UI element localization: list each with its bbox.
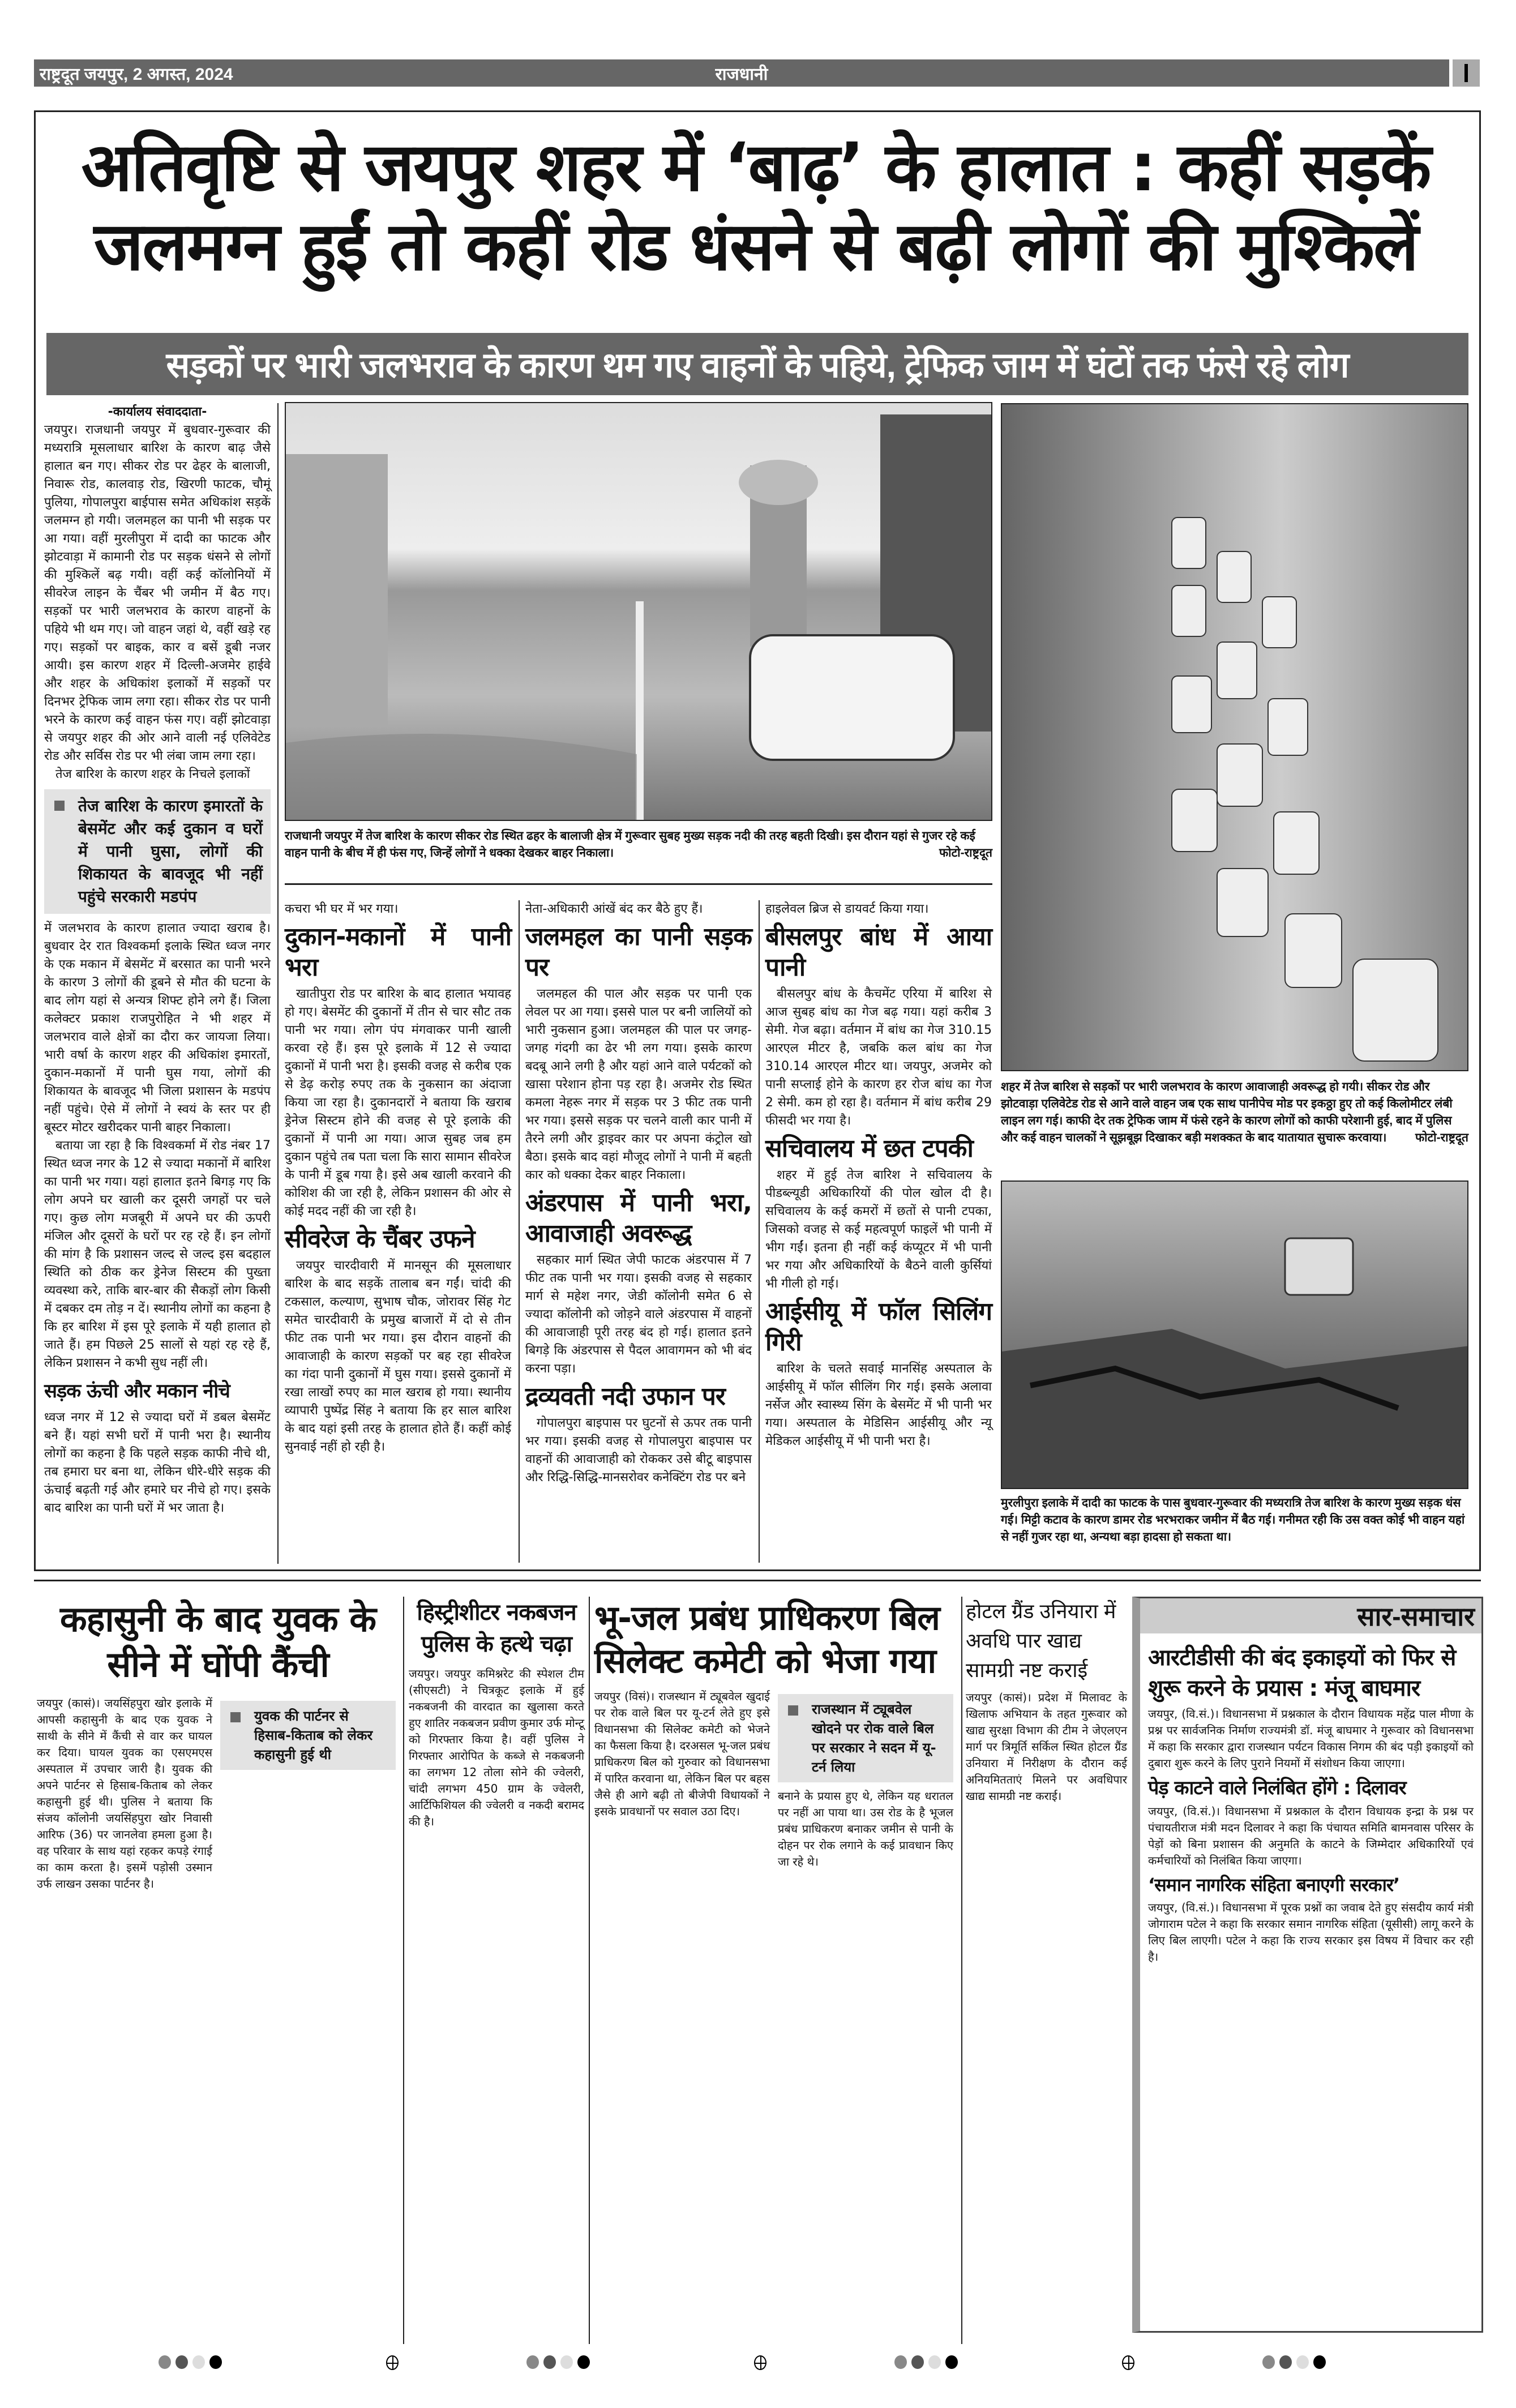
section-3-heading: बीसलपुर बांध में आया पानी [765, 922, 992, 982]
col1-subheading: सड़क ऊंची और मकान नीचे [44, 1380, 230, 1402]
column-rule [403, 1597, 404, 2344]
story1-pull-quote: युवक की पार्टनर से हिसाब-किताब को लेकर कहासुनी हुई थी [220, 1701, 396, 1770]
story1-body: जयपुर (कासं)। जयसिंहपुरा खोर इलाके में आपसी कहासुनी के बाद एक युवक ने साथी के सीने में कैंची से वार कर घायल कर दिया। घायल युवक का एसएमएस अस्पताल में उपचार जारी है। युवक की अपने पार्टनर से हिसाब-किताब को लेकर कहासुनी हुई थी। पुलिस ने बताया कि संजय कॉलोनी जयसिंहपुरा खोर निवासी आरिफ (36) पर जानलेवा हमला हुआ है। वह परिवार के साथ यहां रहकर कपड़े रंगाई का काम करता है। इसमें पड़ोसी उस्मान उर्फ लाखन उसका पार्टनर है। [37, 1696, 212, 1891]
brief3-body: जयपुर, (वि.सं.)। विधानसभा में पूरक प्रश्नों का जवाब देते हुए संसदीय कार्य मंत्री जोगाराम पटेल ने कहा कि सरकार समान नागरिक संहिता (यूसीसी) लागू करने के लिए बिल लाएगी। पटेल ने कहा कि राज्य सरकार इस विषय में विचार कर रही है। [1148, 1901, 1474, 1964]
story3-pull-quote: राजस्थान में ट्यूबवेल खोदने पर रोक वाले बिल पर सरकार ने सदन में यू-टर्न लिया [778, 1694, 953, 1782]
column-rule [519, 900, 520, 1563]
lead-headline [45, 127, 1466, 286]
sub-column-1 [285, 900, 511, 1456]
story1-headline: कहासुनी के बाद युवक के सीने में घोंपी कैंची [60, 1598, 376, 1685]
flooded-road-photo [285, 402, 992, 821]
page-number-tab [1453, 59, 1480, 87]
section-2-subheading: अंडरपास में पानी भरा, आवाजाही अवरूद्ध [525, 1188, 752, 1248]
story-history-sheeter [409, 1597, 584, 1830]
lead-intro: जयपुर। राजधानी जयपुर में बुधवार-गुरूवार की मध्यरात्रि मूसलाधार बारिश के कारण बाढ़ जैसे हालात बन गए। सीकर रोड पर ढेहर के बालाजी, निवारू रोड, कालवाड़ रोड, खिरणी फाटक, चौमूं पुलिया, गोपालपुरा बाईपास समेत अधिकांश सड़कें जलमग्न हो गयी। जलमहल का पानी भी सड़क पर आ गया। वहीं मुरलीपुरा में दादी का फाटक और झोटवाड़ा में कामानी रोड पर सड़क धंसने से लोगों की मुश्किलें बढ़ गयी। वहीं कई कॉलोनियों में सीवरेज लाइन के चैंबर भी जमीन में बैठ गए। सड़कों पर भारी जलभराव के कारण वाहनों के पहिये भी थम गए। जो वाहन जहां थे, वहीं खड़े रह गए। सड़कों पर बाइक, कार व बसें डूबी नजर आयी। इस कारण शहर में दिल्ली-अजमेर हाईवे और शहर के अधिकांश इलाकों में सड़कों पर दिनभर ट्रेफिक जाम लगा रहा। सीकर रोड पर पानी भरने के कारण कई वाहन फंस गए। वहीं झोटवाड़ा से जयपुर शहर की ओर आने वाली नई एलिवेटेड रोड और सर्विस रोड पर भी लंबा जाम लगा रहा। [44, 423, 271, 763]
registration-crosshair-icon [754, 2355, 766, 2370]
sub-column-3 [765, 900, 992, 1451]
section-3-subheading: सचिवालय में छत टपकी [765, 1134, 973, 1163]
section-1-subheading: सीवरेज के चैंबर उफने [285, 1225, 475, 1254]
section-2-heading: जलमहल का पानी सड़क पर [525, 922, 752, 982]
page-marker-icon [1464, 64, 1468, 82]
road-photo-graphic [1002, 1182, 1468, 1489]
main-photo-credit: फोटो-राष्ट्रदूत [939, 846, 992, 859]
col1-para2: बताया जा रहा है कि विश्वकर्मा में रोड नंबर 17 स्थित ध्वज नगर के 12 से ज्यादा मकानों में बारिश का पानी भर गया। यहां हालात इतने बिगड़ गए कि लोग अपने घर खाली कर दूसरी जगहों पर चले गए। कुछ लोग मजबूरी में अपने घर की ऊपरी मंजिल और दूसरों के घरों पर रह रहे हैं। इन लोगों की मांग है कि प्रशासन जल्द से जल्द इस बदहाल स्थिति को ठीक कर ड्रेनेज सिस्टम की पुख्ता व्यवस्था करे, ताकि बार-बार की सैकड़ों लोग किसी में दबकर दम तोड़ न दें। स्थानीय लोगों का कहना है कि हर बारिश में इस पूरे इलाके में यही हालात हो जाते हैं। हम पिछले 25 सालों से यहां रह रहे हैं, लेकिन प्रशासन ने कभी सुध नहीं ली। [44, 1139, 271, 1370]
column-rule [759, 900, 760, 1563]
sub-column-2 [525, 900, 752, 1487]
section-2-body: जलमहल की पाल और सड़क पर पानी एक लेवल पर आ गया। इससे पाल पर बनी जालियों को भारी नुकसान हुआ। जलमहल की पाल पर जगह-जगह गंदगी का ढेर भी लग गया। इसके कारण बदबू आने लगी है और यहां आने वाले पर्यटकों को खासा परेशान होना पड़ रहा है। अजमेर रोड स्थित कमला नेहरू नगर में सड़क पर 3 फीट तक पानी भर गया। इससे सड़क पर चलने वाली कार पानी में तैरने लगी और ड्राइवर कार पर अपना कंट्रोल खो बैठा। इसके बाद वहां मौजूद लोगों ने पानी में बहती कार को धक्का देकर बाहर निकाला। [525, 987, 752, 1182]
story3-headline: भू-जल प्रबंध प्राधिकरण बिल सिलेक्ट कमेटी को भेजा गया [594, 1598, 940, 1681]
registration-crosshair-icon [1122, 2355, 1134, 2370]
section-name: राजधानी [715, 65, 768, 84]
story-scissors-attack [37, 1597, 399, 1892]
section-2-subbody: सहकार मार्ग स्थित जेपी फाटक अंडरपास में 7 फीट तक पानी भर गया। इसकी वजह से सहकार मार्ग से महेश नगर, जेडी कॉलोनी समेत 6 से ज्यादा कॉलोनी को जोड़ने वाले अंडरपास में वाहनों की आवाजाही पूरी तरह बंद हो गई। हालात इतने बिगड़े कि अंडरपास से पैदल आवागमन को भी बंद करना पड़ा। [525, 1253, 752, 1376]
brief3-headline: ‘समान नागरिक संहिता बनाएगी सरकार’ [1148, 1874, 1400, 1896]
caption-rule [285, 883, 992, 885]
section-1-heading: दुकान-मकानों में पानी भरा [285, 922, 511, 982]
story3-body-2: बनाने के प्रयास हुए थे, लेकिन यह धरातल पर नहीं आ पाया था। उस रोड के है भूजल प्रबंध प्राधिकरण बनाकर जमीन से पानी के दोहन पर रोक लगाने के कई प्रावधान किए जा रहे थे। [778, 1789, 953, 1868]
traffic-caption-text: शहर में तेज बारिश से सड़कों पर भारी जलभराव के कारण आवाजाही अवरूद्ध हो गयी। सीकर रोड और झोटवाड़ा एलिवेटेड रोड से आने वाले वाहन जब एक साथ पानीपेच मोड पर इकठ्ठा हुए तो कई किलोमीटर लंबी लाइन लग गई। काफी देर तक ट्रेफिक जाम में फंसे रहने के कारण लोगों को काफी परेशानी हुई, बाद में पुलिस और कई वाहन चालकों ने सूझबूझ दिखाकर बड़ी मशक्कत के बाद यातायात सुचारू करवाया। [1001, 1080, 1453, 1144]
lead-column-1 [44, 403, 271, 1517]
section-3-subheading-2: आईसीयू में फॉल सिलिंग गिरी [765, 1297, 992, 1357]
headline-line-1: अतिवृष्टि से जयपुर शहर में ‘बाढ़’ के हालात : कहीं सड़कें [81, 128, 1431, 206]
col1-para3: ध्वज नगर में 12 से ज्यादा घरों में डबल बेसमेंट बने हैं। यहां सभी घरों में पानी भरा है। स्थानीय लोगों का कहना है कि पहले सड़क काफी नीचे थी, तब हमारा घर बना था, लेकिन धीरे-धीरे सड़क की ऊंचाई बढ़ती गई और हमारे घर नीचे हो गए। इसके बाद बारिश का पानी घरों में भर जाता है। [44, 1410, 271, 1515]
traffic-photo-graphic [1002, 404, 1468, 1071]
flood-photo-graphic [286, 403, 992, 821]
column-rule [589, 1597, 590, 2344]
section-2-subheading-2: द्रव्यवती नदी उफान पर [525, 1382, 725, 1411]
brief2-headline: पेड़ काटने वाले निलंबित होंगे : दिलावर [1148, 1777, 1406, 1799]
story2-body: जयपुर। जयपुर कमिश्नरेट की स्पेशल टीम (सीएसटी) ने चित्रकूट इलाके में हुई नकबजनी की वारदात का खुलासा करते हुए शातिर नकबजन प्रवीण कुमार उर्फ मोन्टू को गिरफ्तार किया है। वहीं पुलिस ने गिरफ्तार आरोपित के कब्जे से नकबजनी का लगभग 12 तोला सोने की ज्वेलरी, चांदी लगभग 450 ग्राम के ज्वेलरी, आर्टिफिशियल की ज्वेलरी व नकदी बरामद की है। [409, 1667, 584, 1828]
main-caption-text: राजधानी जयपुर में तेज बारिश के कारण सीकर रोड स्थित ढहर के बालाजी क्षेत्र में गुरूवार सुबह मुख्य सड़क नदी की तरह बहती दिखी। इस दौरान यहां से गुजर रहे कई वाहन पानी के बीच में ही फंस गए, जिन्हें लोगों ने धक्का देखकर बाहर निकाला। [285, 829, 975, 859]
section-1-lead-in: कचरा भी घर में भर गया। [285, 902, 399, 916]
byline: -कार्यालय संवाददाता- [108, 405, 207, 419]
story3-body: जयपुर (विसं)। राजस्थान में ट्यूबवेल खुदाई पर रोक वाले बिल पर यू-टर्न लेते हुए इसे विधानसभा की सिलेक्ट कमेटी को भेजने का फैसला किया है। दरअसल भू-जल प्रबंध प्राधिकरण बिल को गुरुवार को विधानसभा में पारित करवाना था, लेकिन बिल पर बहस जैसे ही आगे बढ़ी तो बीजेपी विधायकों ने इसके प्रावधानों पर सवाल उठा दिए। [594, 1690, 770, 1818]
section-1-subbody: जयपुर चारदीवारी में मानसून की मूसलाधार बारिश के बाद सड़कें तालाब बन गईं। चांदी की टकसाल, कल्याण, सुभाष चौक, जोरावर सिंह गेट समेत चारदीवारी के प्रमुख बाजारों में दो से तीन फीट तक पानी भर गया। इस दौरान वाहनों की आवाजाही के कारण सड़कों पर बह रहा सीवरेज का गंदा पानी दुकानों में घुस गया। इससे दुकानों में रखा लाखों रुपए का माल खराब हो गया। स्थानीय व्यापारी पुष्पेंद्र सिंह ने बताया कि हर साल बारिश के बाद यहां इसी तरह के हालात होते हैं। कहीं कोई सुनवाई नहीं हो रही है। [285, 1259, 511, 1454]
main-photo-caption [285, 828, 992, 862]
color-registration-dots [894, 2355, 958, 2369]
section-3-body: बीसलपुर बांध के कैचमेंट एरिया में बारिश से आज सुबह बांध का गेज बढ़ गया। यहां करीब 3 सेमी. गेज बढ़ा। वर्तमान में बांध का गेज 310.15 आरएल मीटर है, जबकि कल बांध का गेज 310.14 आरएल मीटर था। जयपुर, अजमेर को पानी सप्लाई होने के कारण हर रोज बांध का गेज 2 सेमी. कम हो रहा है। वर्तमान में बांध करीब 29 फीसदी भर गया है। [765, 987, 992, 1128]
brief1-body: जयपुर, (वि.सं.)। विधानसभा में प्रश्नकाल के दौरान विधायक महेंद्र पाल मीणा के प्रश्न पर सार्वजनिक निर्माण राज्यमंत्री डॉ. मंजू बाघमार ने गुरूवार को विधानसभा में कहा कि सरकार द्वारा राजस्थान पर्यटन विकास निगम की बंद पड़ी इकाइयों को दुबारा शुरू करने के लिए पुराने नियमों में संशोधन किया जाएगा। [1148, 1707, 1474, 1770]
color-registration-dots [159, 2355, 222, 2369]
section-2-subbody-2: गोपालपुरा बाइपास पर घुटनों से ऊपर तक पानी भर गया। इसकी वजह से गोपालपुरा बाइपास पर वाहनों की आवाजाही को रोककर उसे बीटू बाइपास और रिद्धि-सिद्धि-मानसरोवर कनेक्टिंग रोड पर बने [525, 1416, 752, 1485]
registration-crosshair-icon [386, 2355, 399, 2370]
traffic-photo-credit: फोटो-राष्ट्रदूत [1415, 1131, 1468, 1144]
section-1-body: खातीपुरा रोड पर बारिश के बाद हालात भयावह हो गए। बेसमेंट की दुकानों में तीन से चार सौट तक पानी भर गया। लोग पंप मंगवाकर पानी खाली करवा रहे हैं। इस पूरे इलाके में 12 से ज्यादा दुकानों में पानी भरा है। इसकी वजह से करीब एक से डेढ़ करोड़ रुपए तक के नुकसान का अंदाजा किया जा रहा है। दुकानदारों ने बताया कि खराब ड्रेनेज सिस्टम होने की वजह से पूरे इलाके की दुकानों में पानी आ गया। आज सुबह जब हम दुकान पहुंचे तब पता चला कि सारा सामान सीवरेज के पानी में डूब गया है। इसे अब खाली करवाने की कोशिश की जा रही है, लेकिन प्रशासन की ओर से कोई मदद नहीं की जा रही है। [285, 987, 511, 1218]
pull-quote: तेज बारिश के कारण इमारतों के बेसमेंट और कई दुकान व घरों में पानी घुसा, लोगों की शिकायत के बावजूद भी नहीं पहुंचे सरकारी मडपंप [44, 789, 271, 914]
edition-date: राष्ट्रदूत जयपुर, 2 अगस्त, 2024 [40, 65, 233, 84]
lead-intro-tail: तेज बारिश के कारण शहर के निचले इलाकों [55, 767, 250, 781]
page-header-bar [34, 59, 1449, 87]
brief2-body: जयपुर, (वि.सं.)। विधानसभा में प्रश्नकाल के दौरान विधायक इन्द्रा के प्रश्न पर पंचायतीराज मंत्री मदन दिलावर ने कहा कि पंचायत समिति बामनवास परिसर के पेड़ों को बिना प्रशासन की अनुमति के काटने के जिम्मेदार अधिकारियों एवं कर्मचारियों को निलंबित किया जाएगा। [1148, 1804, 1474, 1867]
column-rule [277, 403, 279, 1564]
brief1-headline: आरटीडीसी की बंद इकाइयों को फिर से शुरू करने के प्रयास : मंजू बाघमार [1148, 1645, 1456, 1701]
story4-body: जयपुर (कासं)। प्रदेश में मिलावट के खिलाफ अभियान के तहत गुरूवार को खाद्य सुरक्षा विभाग की टीम ने जेएलएन मार्ग पर त्रिमूर्ति सर्किल स्थित होटल ग्रैंड उनियारा में निरीक्षण के दौरान कई अनियमितताएं मिलने पर अवधिपार खाद्य सामग्री नष्ट कराई। [966, 1691, 1127, 1803]
story-groundwater-bill [594, 1597, 957, 1870]
section-3-subbody: शहर में हुई तेज बारिश ने सचिवालय के पीडब्ल्यूडी अधिकारियों की पोल खोल दी है। सचिवालय के कई कमरों में छतों से पानी टपका, जिसको वजह से कई महत्वपूर्ण फाइलें भी पानी में भीग गईं। इतना ही नहीं कई कंप्यूटर में भी पानी भर गया और अधिकारियों के बैठने वाली कुर्सियां भी गीली हो गई। [765, 1168, 992, 1291]
section-3-subbody-2: बारिश के चलते सवाई मानसिंह अस्पताल के आईसीयू में फॉल सीलिंग गिर गई। इसके अलावा नर्सेज और स्वास्थ्य सिंग के बेसमेंट में भी पानी भर गया। अस्पताल के मेडिसिन आईसीयू और न्यू मेडिकल आईसीयू में भी पानी भरा है। [765, 1362, 992, 1448]
headline-line-2: जलमग्न हुईं तो कहीं रोड धंसने से बढ़ी लोगों की मुश्किलें [93, 207, 1418, 285]
lead-subheadline: सड़कों पर भारी जलभराव के कारण थम गए वाहनों के पहिये, ट्रेफिक जाम में घंटों तक फंसे रहे लोग [46, 333, 1468, 395]
col1-continued: में जलभराव के कारण हालात ज्यादा खराब है। बुधवार देर रात विश्वकर्मा इलाके स्थित ध्वज नगर के एक मकान में बेसमेंट में बरसात का पानी भरने के कारण 3 लोगों की डूबने से मौत की घटना के बाद लोग यहां से अन्यत्र शिफ्ट होने लगे हैं। जिला कलेक्टर प्रकाश राजपुरोहित ने भी शहर में जलभराव वाले क्षेत्रों का दौरा कर जायजा लिया। भारी वर्षा के कारण शहर की अधिकांश इमारतों, दुकान-मकानों में पानी घुस गया, लोगों की शिकायत के बावजूद भी जिला प्रशासन के मडपंप नहीं पहुंचे। ऐसे में लोगों ने स्वयं के स्तर पर ही बूस्टर मोटर खरीदकर पानी बाहर निकाला। [44, 921, 271, 1135]
road-photo-caption: मुरलीपुरा इलाके में दादी का फाटक के पास बुधवार-गुरूवार की मध्यरात्रि तेज बारिश के कारण मुख्य सड़क धंस गई। मिट्टी कटाव के कारण डामर रोड भरभराकर जमीन में बैठ गई। गनीमत रही कि उस वक्त कोई भी वाहन यहां से नहीं गुजर रहा था, अन्यथा बड़ा हादसा हो सकता था। [1001, 1496, 1465, 1543]
story4-headline: होटल ग्रैंड उनियारा में अवधि पार खाद्य सामग्री नष्ट कराई [966, 1599, 1116, 1682]
color-registration-dots [1262, 2355, 1326, 2369]
news-briefs-box [1132, 1597, 1483, 2333]
traffic-jam-photo [1001, 403, 1468, 1071]
traffic-photo-caption [1001, 1079, 1468, 1147]
section-3-lead-in: हाइलेवल ब्रिज से डायवर्ट किया गया। [765, 902, 929, 916]
column-rule [961, 1597, 962, 2344]
story2-headline: हिस्ट्रीशीटर नकबजन पुलिस के हत्थे चढ़ा [417, 1599, 576, 1657]
section-2-lead-in: नेता-अधिकारी आंखें बंद कर बैठे हुए हैं। [525, 902, 703, 916]
story-hotel-food [966, 1597, 1127, 1804]
section-rule [34, 1580, 1481, 1581]
collapsed-road-photo [1001, 1181, 1468, 1489]
color-registration-dots [526, 2355, 590, 2369]
news-briefs-title: सार-समाचार [1140, 1598, 1481, 1633]
